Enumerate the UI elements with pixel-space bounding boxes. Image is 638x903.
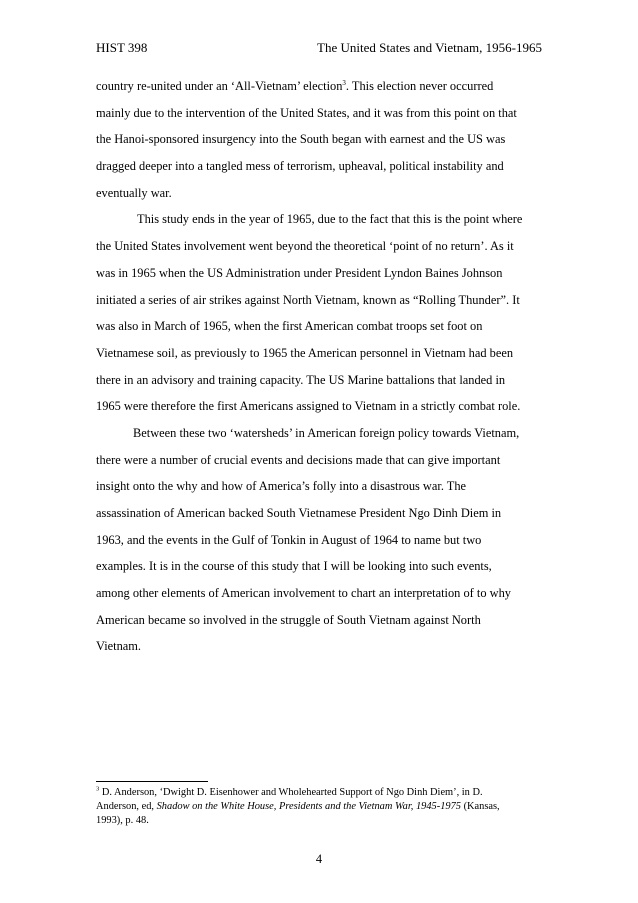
footnote-line (96, 800, 542, 814)
body-line: dragged deeper into a tangled mess of terrorism, upheaval, political instability and (96, 159, 504, 174)
footnote-book-title: Shadow on the White House, Presidents and the Vietnam War, 1945-1975 (156, 801, 461, 812)
body-line: American became so involved in the struggle of South Vietnam against North (96, 612, 481, 627)
body-line: initiated a series of air strikes against North Vietnam, known as “Rolling Thunder”. It (96, 292, 520, 307)
body-line: 1965 were therefore the first Americans assigned to Vietnam in a strictly combat role. (96, 399, 521, 414)
body-line: Vietnamese soil, as previously to 1965 the American personnel in Vietnam had been (96, 345, 514, 360)
body-paragraphs (96, 73, 542, 660)
footnote-line: 1993), p. 48. (96, 815, 149, 826)
body-line: there were a number of crucial events and decisions made that can give important (96, 452, 501, 467)
body-line: there in an advisory and training capacity. The US Marine battalions that landed in (96, 372, 506, 387)
footnote-text: (Kansas, (460, 801, 500, 812)
body-line: the United States involvement went beyond the theoretical ‘point of no return’. As it (96, 239, 514, 254)
header-course-code: HIST 398 (96, 40, 148, 55)
paragraph-start-line: Between these two ‘watersheds’ in American foreign policy towards Vietnam, (133, 425, 520, 440)
body-line: assassination of American backed South Vietnamese President Ngo Dinh Diem in (96, 506, 502, 520)
body-line: Vietnam. (96, 639, 142, 654)
footnote-number: 3 (96, 785, 100, 793)
footnote-line (96, 786, 542, 800)
footnote-reference: 3 (342, 78, 346, 87)
body-line (96, 73, 542, 100)
body-line: insight onto the why and how of America’s folly into a disastrous war. The (96, 479, 467, 494)
header-document-title: The United States and Vietnam, 1956-1965 (317, 40, 542, 55)
body-line-text: country re-united under an ‘All-Vietnam’ election (96, 79, 343, 93)
page-number: 4 (315, 852, 323, 866)
body-line-text: . This election never occurred (345, 79, 494, 93)
body-line: was in 1965 when the US Administration under President Lyndon Baines Johnson (96, 265, 503, 280)
body-line: mainly due to the intervention of the United States, and it was from this point on that (96, 105, 517, 120)
footnote-divider (96, 781, 208, 782)
paragraph-start-line: This study ends in the year of 1965, due to the fact that this is the point where (137, 212, 523, 227)
body-line: examples. It is in the course of this study that I will be looking into such events, (96, 559, 492, 574)
footnote-text: D. Anderson, ‘Dwight D. Eisenhower and Wholehearted Support of Ngo Dinh Diem’, in D. (99, 787, 483, 798)
body-line: eventually war. (96, 185, 172, 200)
body-line: was also in March of 1965, when the first American combat troops set foot on (96, 319, 483, 334)
footnote (96, 786, 542, 828)
body-line: the Hanoi-sponsored insurgency into the South began with earnest and the US was (96, 132, 506, 147)
body-line: 1963, and the events in the Gulf of Tonkin in August of 1964 to name but two (96, 532, 482, 547)
footnote-text: Anderson, ed, (96, 801, 157, 812)
body-line: among other elements of American involvement to chart an interpretation of to why (96, 586, 511, 601)
